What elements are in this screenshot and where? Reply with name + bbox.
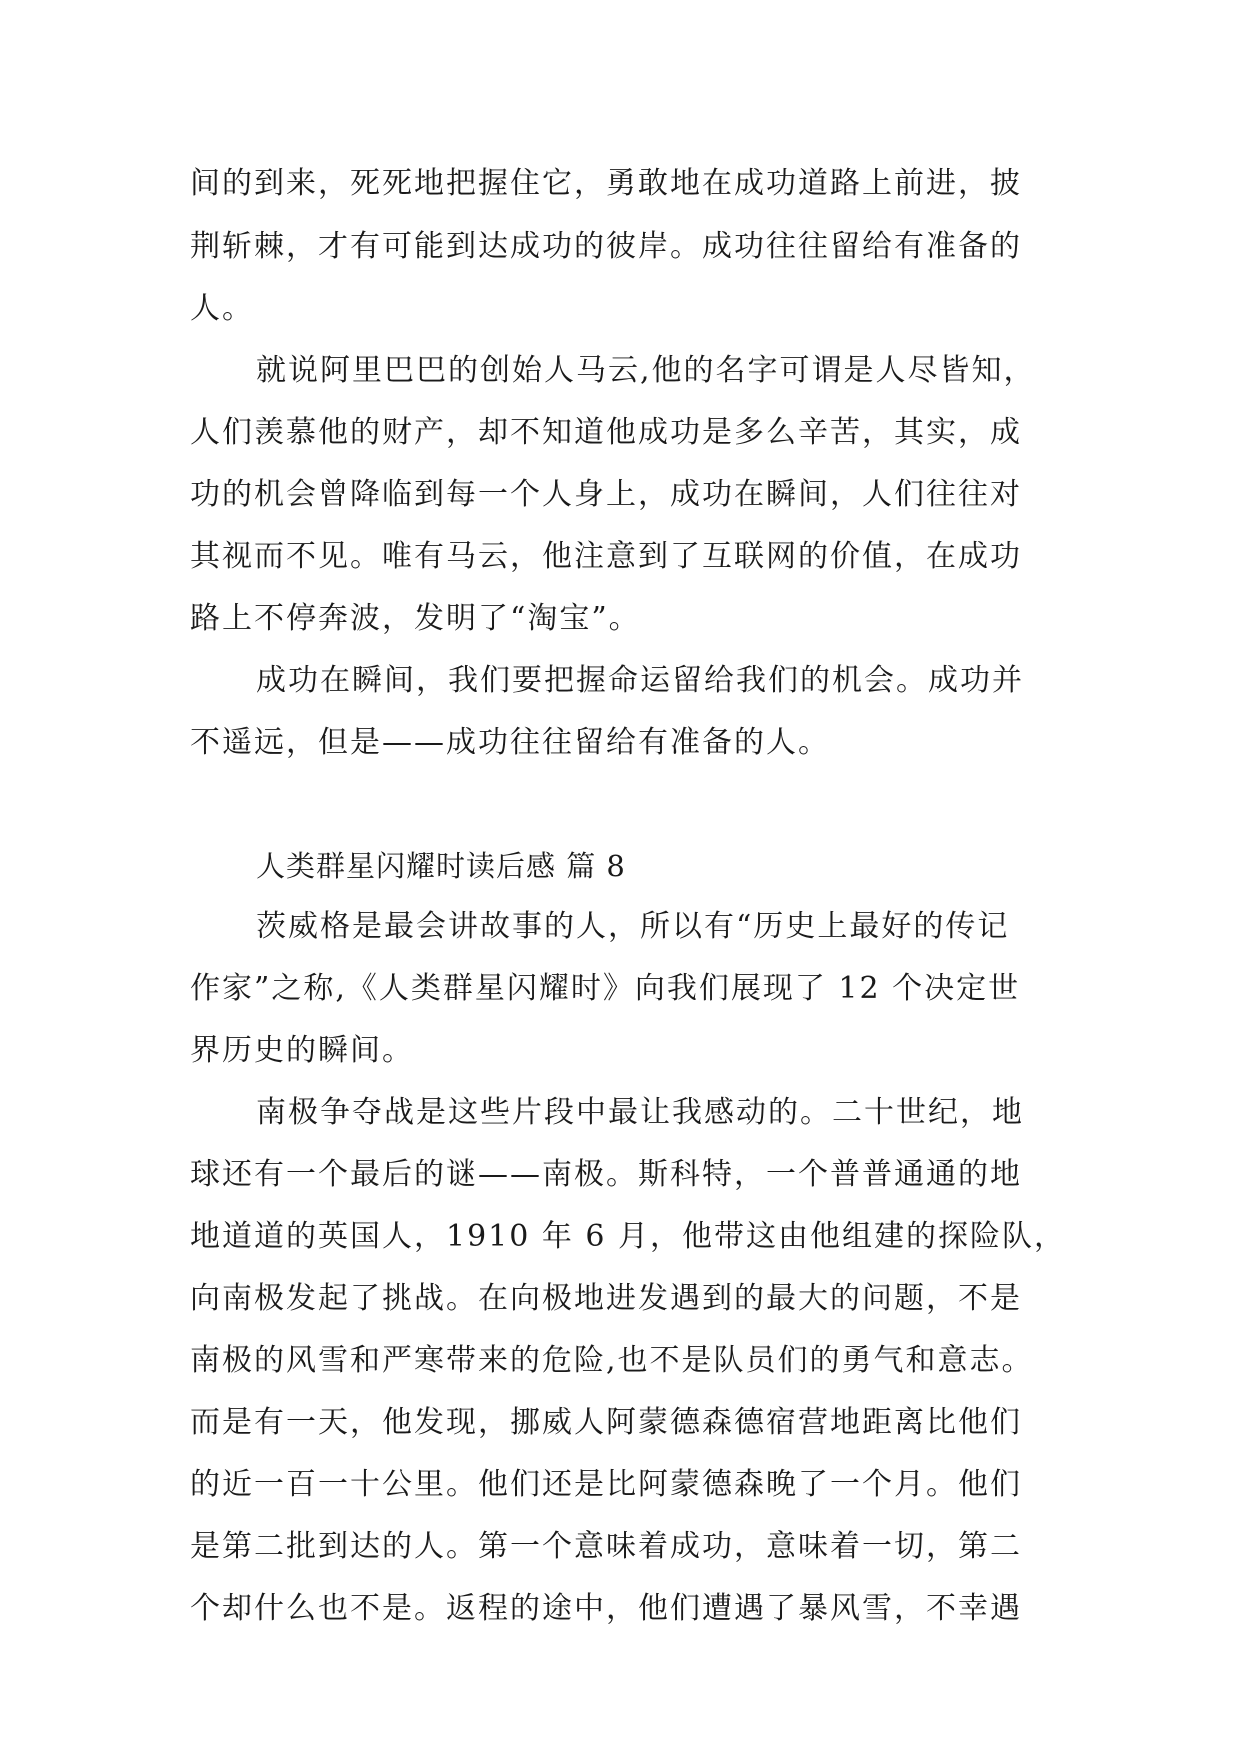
text-line: 地道道的英国人，1910 年 6 月，他带这由他组建的探险队， [190,1219,1067,1254]
text-line: 成功在瞬间，我们要把握命运留给我们的机会。成功并 [256,663,1024,698]
text-line: 的近一百一十公里。他们还是比阿蒙德森晚了一个月。他们 [190,1467,1022,1502]
text-line: 南极的风雪和严寒带来的危险,也不是队员们的勇气和意志。 [190,1343,1034,1378]
text-line: 作家”之称,《人类群星闪耀时》向我们展现了 12 个决定世 [190,971,1021,1006]
text-line: 就说阿里巴巴的创始人马云,他的名字可谓是人尽皆知， [256,353,1036,388]
text-line: 是第二批到达的人。第一个意味着成功，意味着一切，第二 [190,1529,1022,1564]
text-line: 向南极发起了挑战。在向极地进发遇到的最大的问题，不是 [190,1281,1022,1316]
text-line: 人们羡慕他的财产，却不知道他成功是多么辛苦，其实，成 [190,415,1022,450]
text-line: 其视而不见。唯有马云，他注意到了互联网的价值，在成功 [190,539,1022,574]
text-line: 荆斩棘，才有可能到达成功的彼岸。成功往往留给有准备的 [190,229,1022,264]
text-line: 路上不停奔波，发明了“淘宝”。 [190,601,641,636]
text-line: 而是有一天，他发现，挪威人阿蒙德森德宿营地距离比他们 [190,1405,1022,1440]
text-line: 人。 [190,291,254,326]
text-line: 间的到来，死死地把握住它，勇敢地在成功道路上前进，披 [190,166,1022,201]
text-line: 茨威格是最会讲故事的人，所以有“历史上最好的传记 [256,909,1010,944]
text-line: 功的机会曾降临到每一个人身上，成功在瞬间，人们往往对 [190,477,1022,512]
section-heading: 人类群星闪耀时读后感 篇 8 [256,849,626,883]
text-line: 南极争夺战是这些片段中最让我感动的。二十世纪，地 [256,1095,1024,1130]
text-line: 界历史的瞬间。 [190,1033,414,1068]
text-line: 球还有一个最后的谜——南极。斯科特，一个普普通通的地 [190,1157,1022,1192]
text-line: 不遥远，但是——成功往往留给有准备的人。 [190,725,830,760]
text-line: 个却什么也不是。返程的途中，他们遭遇了暴风雪，不幸遇 [190,1591,1022,1626]
